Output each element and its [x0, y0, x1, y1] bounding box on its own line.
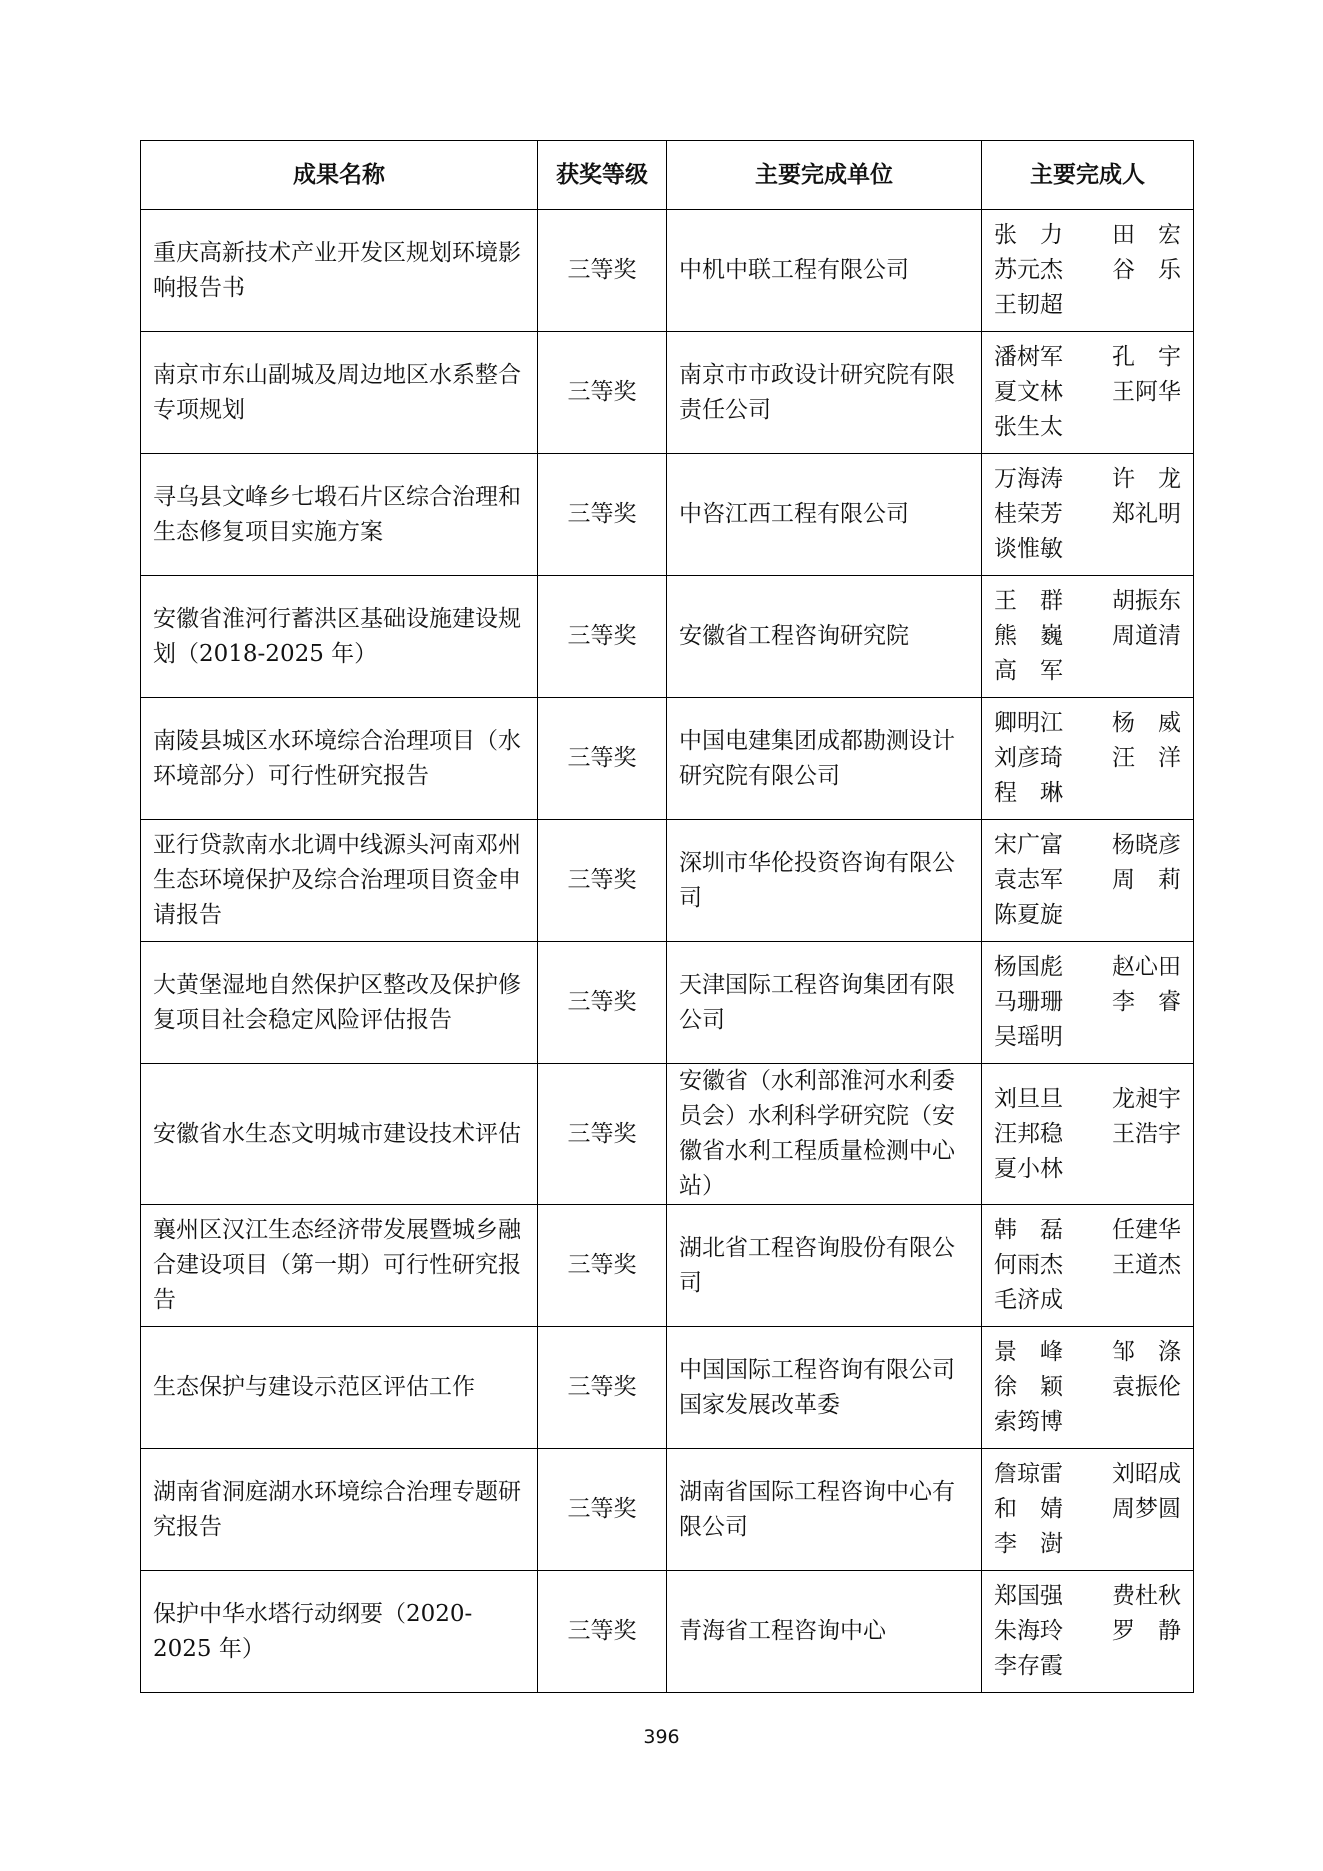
person-name: 赵心田 — [1112, 954, 1181, 980]
table-row — [141, 1327, 1194, 1449]
people-line — [994, 1457, 1181, 1492]
award-level: 三等奖 — [538, 576, 667, 698]
achievement-name: 寻乌县文峰乡七塅石片区综合治理和生态修复项目实施方案 — [141, 454, 538, 576]
person-name: 桂荣芳 — [994, 501, 1063, 527]
person-name: 和 婧 — [994, 1496, 1063, 1522]
table-row — [141, 698, 1194, 820]
person-name: 王道杰 — [1112, 1252, 1181, 1278]
table-row — [141, 454, 1194, 576]
header-name: 成果名称 — [141, 141, 538, 210]
person-name: 周道清 — [1112, 623, 1181, 649]
person-name: 田 宏 — [1112, 222, 1181, 248]
people-line — [994, 1117, 1181, 1152]
completing-people — [982, 454, 1194, 576]
person-name: 熊 巍 — [994, 623, 1063, 649]
completing-people — [982, 576, 1194, 698]
people-line — [994, 1614, 1181, 1649]
completing-people — [982, 820, 1194, 942]
completing-unit: 安徽省工程咨询研究院 — [667, 576, 982, 698]
completing-unit: 青海省工程咨询中心 — [667, 1571, 982, 1693]
person-name: 朱海玲 — [994, 1618, 1063, 1644]
person-name: 杨晓彦 — [1112, 832, 1181, 858]
completing-unit: 中国国际工程咨询有限公司 国家发展改革委 — [667, 1327, 982, 1449]
person-name: 程 琳 — [994, 780, 1063, 806]
header-unit: 主要完成单位 — [667, 141, 982, 210]
person-name: 汪邦稳 — [994, 1120, 1063, 1147]
table-row — [141, 1449, 1194, 1571]
person-name: 索筠博 — [994, 1409, 1063, 1435]
people-line — [994, 1335, 1181, 1370]
people-line — [994, 1370, 1181, 1405]
people-line — [994, 1579, 1181, 1614]
person-name: 谷 乐 — [1112, 257, 1181, 283]
person-name: 刘彦琦 — [994, 745, 1063, 771]
header-people: 主要完成人 — [982, 141, 1194, 210]
page-number: 396 — [643, 1726, 680, 1748]
people-line — [994, 1213, 1181, 1248]
achievement-name: 保护中华水塔行动纲要（2020-2025 年） — [141, 1571, 538, 1693]
achievement-name: 重庆高新技术产业开发区规划环境影响报告书 — [141, 210, 538, 332]
people-line — [994, 898, 1181, 933]
person-name: 周梦圆 — [1112, 1496, 1181, 1522]
person-name: 袁振伦 — [1112, 1374, 1181, 1400]
people-line — [994, 1283, 1181, 1318]
header-level: 获奖等级 — [538, 141, 667, 210]
header-row — [141, 141, 1194, 210]
table-row — [141, 820, 1194, 942]
person-name: 王浩宇 — [1112, 1120, 1181, 1147]
people-line — [994, 1492, 1181, 1527]
people-line — [994, 741, 1181, 776]
person-name: 万海涛 — [994, 466, 1063, 492]
people-line — [994, 532, 1181, 567]
people-line — [994, 462, 1181, 497]
completing-people — [982, 210, 1194, 332]
table-row — [141, 1571, 1194, 1693]
person-name: 夏文林 — [994, 379, 1063, 405]
table-row — [141, 1064, 1194, 1205]
award-level: 三等奖 — [538, 820, 667, 942]
person-name: 任建华 — [1112, 1217, 1181, 1243]
award-level: 三等奖 — [538, 332, 667, 454]
people-line — [994, 619, 1181, 654]
person-name: 毛济成 — [994, 1287, 1063, 1313]
person-name: 王 群 — [994, 588, 1063, 614]
people-line — [994, 584, 1181, 619]
person-name: 李存霞 — [994, 1653, 1063, 1679]
award-level: 三等奖 — [538, 1064, 667, 1205]
people-line — [994, 288, 1181, 323]
person-name: 潘树军 — [994, 344, 1063, 370]
person-name: 高 军 — [994, 658, 1063, 684]
person-name: 何雨杰 — [994, 1252, 1063, 1278]
people-line — [994, 1649, 1181, 1684]
achievement-name: 南京市东山副城及周边地区水系整合专项规划 — [141, 332, 538, 454]
table-row — [141, 332, 1194, 454]
people-line — [994, 1405, 1181, 1440]
person-name: 杨国彪 — [994, 954, 1063, 980]
person-name: 徐 颖 — [994, 1374, 1063, 1400]
person-name: 郑礼明 — [1112, 501, 1181, 527]
completing-unit: 深圳市华伦投资咨询有限公司 — [667, 820, 982, 942]
table-row — [141, 942, 1194, 1064]
person-name: 张生太 — [994, 414, 1063, 440]
person-name: 罗 静 — [1112, 1618, 1181, 1644]
people-line — [994, 1152, 1181, 1187]
person-name: 许 龙 — [1112, 466, 1181, 492]
people-line — [994, 950, 1181, 985]
people-line — [994, 375, 1181, 410]
achievement-name: 安徽省淮河行蓄洪区基础设施建设规划（2018-2025 年） — [141, 576, 538, 698]
person-name: 周 莉 — [1112, 867, 1181, 893]
completing-unit: 天津国际工程咨询集团有限公司 — [667, 942, 982, 1064]
people-line — [994, 340, 1181, 375]
achievement-name: 襄州区汉江生态经济带发展暨城乡融合建设项目（第一期）可行性研究报告 — [141, 1205, 538, 1327]
completing-unit: 南京市市政设计研究院有限责任公司 — [667, 332, 982, 454]
person-name: 宋广富 — [994, 832, 1063, 858]
table-row — [141, 576, 1194, 698]
completing-unit: 湖南省国际工程咨询中心有限公司 — [667, 1449, 982, 1571]
person-name: 袁志军 — [994, 867, 1063, 893]
people-line — [994, 1527, 1181, 1562]
achievement-name: 生态保护与建设示范区评估工作 — [141, 1327, 538, 1449]
person-name: 刘旦旦 — [994, 1085, 1063, 1112]
person-name: 刘昭成 — [1112, 1461, 1181, 1487]
award-level: 三等奖 — [538, 454, 667, 576]
people-line — [994, 654, 1181, 689]
people-line — [994, 1248, 1181, 1283]
achievement-name: 亚行贷款南水北调中线源头河南邓州生态环境保护及综合治理项目资金申请报告 — [141, 820, 538, 942]
completing-unit: 湖北省工程咨询股份有限公司 — [667, 1205, 982, 1327]
award-level: 三等奖 — [538, 1449, 667, 1571]
completing-people — [982, 1571, 1194, 1693]
completing-people — [982, 1205, 1194, 1327]
person-name: 王韧超 — [994, 292, 1063, 318]
person-name: 韩 磊 — [994, 1217, 1063, 1243]
completing-people — [982, 332, 1194, 454]
people-line — [994, 706, 1181, 741]
people-line — [994, 1082, 1181, 1117]
person-name: 马珊珊 — [994, 989, 1063, 1015]
achievement-name: 大黄堡湿地自然保护区整改及保护修复项目社会稳定风险评估报告 — [141, 942, 538, 1064]
award-level: 三等奖 — [538, 1205, 667, 1327]
completing-unit: 中咨江西工程有限公司 — [667, 454, 982, 576]
person-name: 费杜秋 — [1112, 1583, 1181, 1609]
award-level: 三等奖 — [538, 1571, 667, 1693]
person-name: 卿明江 — [994, 710, 1063, 736]
people-line — [994, 776, 1181, 811]
table-row — [141, 210, 1194, 332]
person-name: 李 澍 — [994, 1531, 1063, 1557]
person-name: 吴瑶明 — [994, 1024, 1063, 1050]
people-line — [994, 497, 1181, 532]
completing-people — [982, 1064, 1194, 1205]
completing-unit: 中国电建集团成都勘测设计研究院有限公司 — [667, 698, 982, 820]
person-name: 谈惟敏 — [994, 536, 1063, 562]
person-name: 邹 涤 — [1112, 1339, 1181, 1365]
person-name: 胡振东 — [1112, 588, 1181, 614]
person-name: 景 峰 — [994, 1339, 1063, 1365]
completing-unit: 安徽省（水利部淮河水利委员会）水利科学研究院（安徽省水利工程质量检测中心站） — [667, 1064, 982, 1205]
award-level: 三等奖 — [538, 1327, 667, 1449]
person-name: 张 力 — [994, 222, 1063, 248]
person-name: 詹琼雷 — [994, 1461, 1063, 1487]
person-name: 汪 洋 — [1112, 745, 1181, 771]
awards-table — [140, 140, 1194, 1693]
person-name: 陈夏旋 — [994, 902, 1063, 928]
person-name: 李 睿 — [1112, 989, 1181, 1015]
completing-people — [982, 1327, 1194, 1449]
person-name: 杨 威 — [1112, 710, 1181, 736]
completing-unit: 中机中联工程有限公司 — [667, 210, 982, 332]
achievement-name: 湖南省洞庭湖水环境综合治理专题研究报告 — [141, 1449, 538, 1571]
person-name: 夏小林 — [994, 1155, 1063, 1182]
award-level: 三等奖 — [538, 210, 667, 332]
people-line — [994, 863, 1181, 898]
person-name: 王阿华 — [1112, 379, 1181, 405]
award-level: 三等奖 — [538, 942, 667, 1064]
completing-people — [982, 698, 1194, 820]
people-line — [994, 985, 1181, 1020]
people-line — [994, 218, 1181, 253]
completing-people — [982, 1449, 1194, 1571]
achievement-name: 安徽省水生态文明城市建设技术评估 — [141, 1064, 538, 1205]
people-line — [994, 410, 1181, 445]
achievement-name: 南陵县城区水环境综合治理项目（水环境部分）可行性研究报告 — [141, 698, 538, 820]
people-line — [994, 253, 1181, 288]
people-line — [994, 1020, 1181, 1055]
person-name: 孔 宇 — [1112, 344, 1181, 370]
completing-people — [982, 942, 1194, 1064]
person-name: 苏元杰 — [994, 257, 1063, 283]
people-line — [994, 828, 1181, 863]
person-name: 郑国强 — [994, 1583, 1063, 1609]
table-row — [141, 1205, 1194, 1327]
award-level: 三等奖 — [538, 698, 667, 820]
person-name: 龙昶宇 — [1112, 1085, 1181, 1112]
